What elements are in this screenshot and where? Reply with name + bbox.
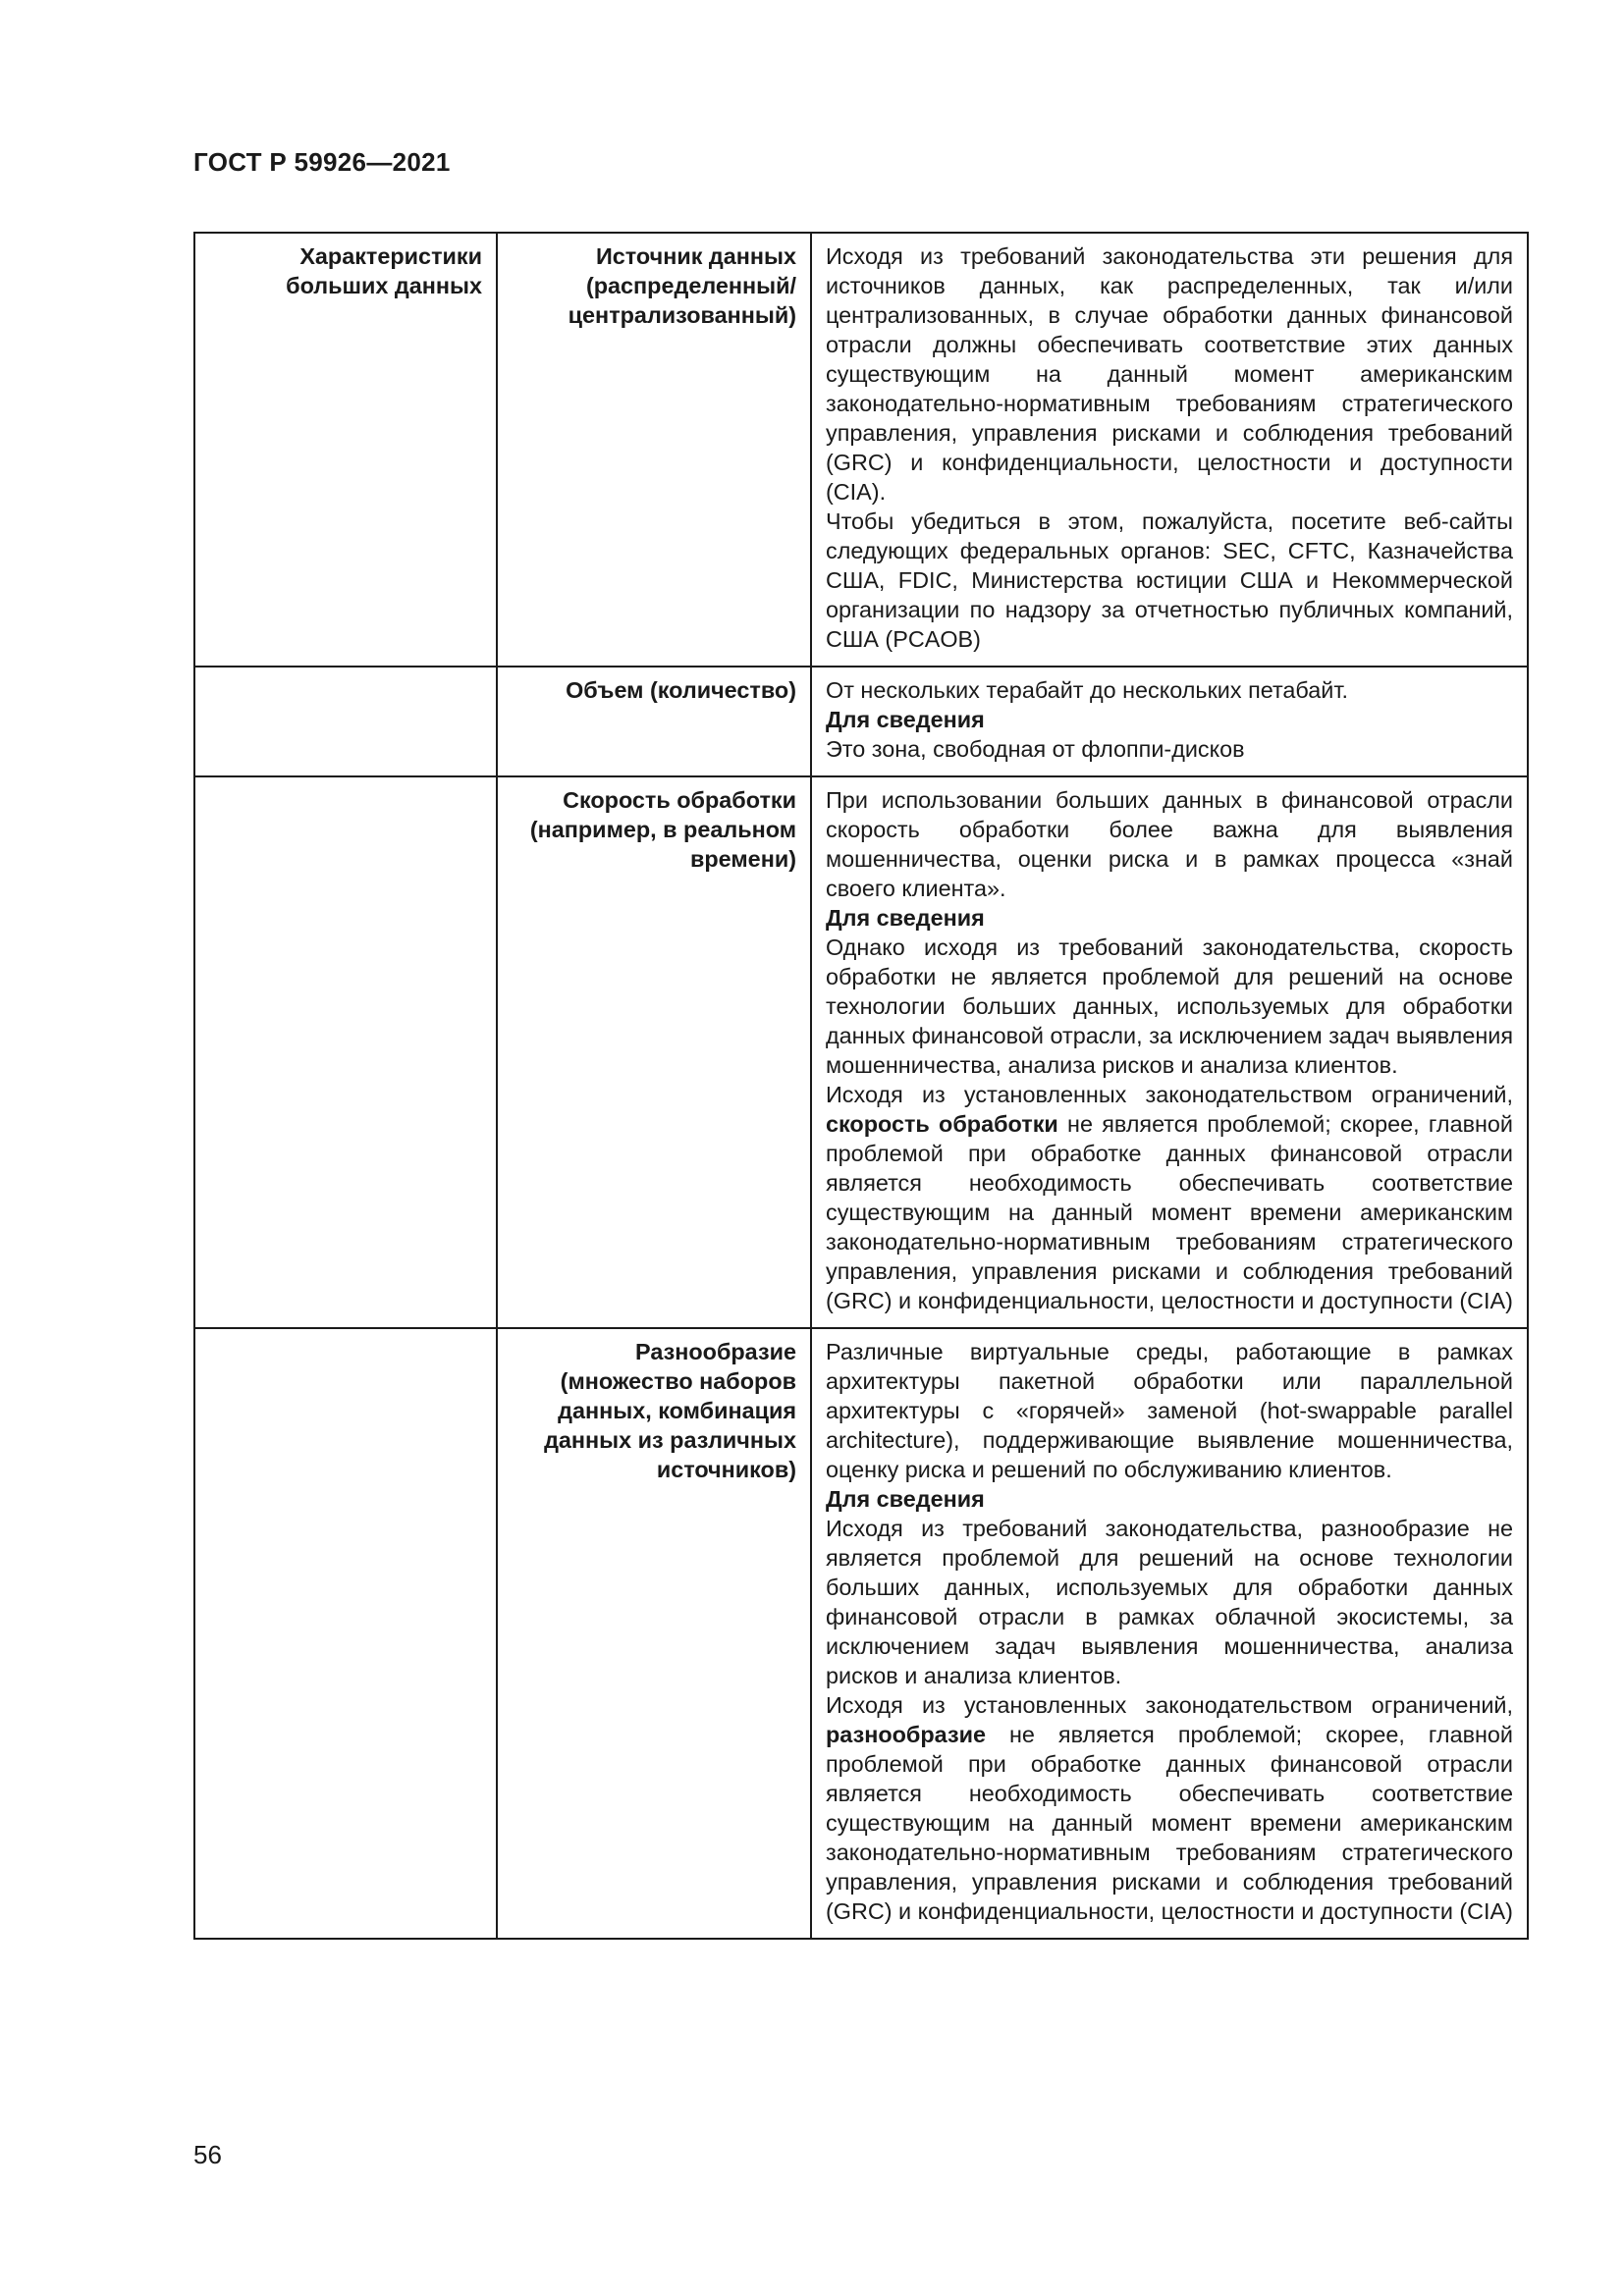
group-label-cell: Характеристики больших данных — [194, 233, 497, 667]
description-paragraph: Чтобы убедиться в этом, пожалуйста, посетите веб-сайты следующих федеральных органов: SEC, CFTC, Казначейства США, FDIC, Министерства юстиции США и Некоммерческой организации по надзору за отчетностью публичных компаний, США (PCAOB) — [826, 508, 1513, 652]
restriction-paragraph — [826, 1690, 1513, 1926]
characteristic-name-cell: Скорость обработки (например, в реальном времени) — [497, 776, 811, 1328]
document-header: ГОСТ Р 59926—2021 — [193, 147, 451, 177]
characteristic-name-cell: Источник данных (распределенный/ централизованный) — [497, 233, 811, 667]
table-row — [194, 1328, 1528, 1939]
table-row — [194, 233, 1528, 667]
restriction-text-start: Исходя из установленных законодательством ограничений, — [826, 1082, 1513, 1107]
restriction-text-start: Исходя из установленных законодательством ограничений, — [826, 1692, 1513, 1718]
restriction-text-end: не является проблемой; скорее, главной проблемой при обработке данных финансовой отрасли является необходимость обеспечивать соответствие существующим на данный момент времени американским законодательно-нормативным требованиям стратегического управления, управления рисками и соблюдения требований (GRC) и конфиденциальности, целостности и доступности (CIA) — [826, 1111, 1513, 1313]
characteristic-description-cell — [811, 233, 1528, 667]
restriction-paragraph — [826, 1080, 1513, 1315]
empty-cell — [194, 1328, 497, 1939]
characteristic-name-cell: Разнообразие (множество наборов данных, комбинация данных из различных источников) — [497, 1328, 811, 1939]
description-paragraph: При использовании больших данных в финансовой отрасли скорость обработки более важна для выявления мошенничества, оценки риска и в рамках процесса «знай своего клиента». — [826, 787, 1513, 901]
description-paragraph: От нескольких терабайт до нескольких петабайт. — [826, 677, 1348, 703]
note-paragraph: Исходя из требований законодательства, разнообразие не является проблемой для решений на основе технологии больших данных, используемых для обработки данных финансовой отрасли в рамках облачной экосистемы, за исключением задач выявления мошенничества, анализа рисков и анализа клиентов. — [826, 1516, 1513, 1688]
table-row — [194, 667, 1528, 776]
empty-cell — [194, 776, 497, 1328]
restriction-text-end: не является проблемой; скорее, главной проблемой при обработке данных финансовой отрасли является необходимость обеспечивать соответствие существующим на данный момент времени американским законодательно-нормативным требованиям стратегического управления, управления рисками и соблюдения требований (GRC) и конфиденциальности, целостности и доступности (CIA) — [826, 1722, 1514, 1924]
description-paragraph: Исходя из требований законодательства эти решения для источников данных, как распределенных, так и/или централизованных, в случае обработки данных финансовой отрасли должны обеспечивать соответствие этих данных существующим на данный момент американским законодательно-нормативным требованиям стратегического управления, управления рисками и соблюдения требований (GRC) и конфиденциальности, целостности и доступности (CIA). — [826, 243, 1513, 505]
note-paragraph: Это зона, свободная от флоппи-дисков — [826, 736, 1245, 762]
table-row — [194, 776, 1528, 1328]
restriction-emphasis: скорость обработки — [826, 1111, 1058, 1137]
page-number: 56 — [193, 2140, 222, 2169]
characteristics-table — [193, 232, 1529, 1940]
description-paragraph: Различные виртуальные среды, работающие в рамках архитектуры пакетной обработки или параллельной архитектуры с «горячей» заменой (hot-swappable parallel architecture), поддерживающие выявление мошенничества, оценку риска и решений по обслуживанию клиентов. — [826, 1339, 1513, 1482]
note-title: Для сведения — [826, 707, 985, 732]
note-title: Для сведения — [826, 905, 985, 931]
characteristic-description-cell — [811, 1328, 1528, 1939]
characteristic-description-cell — [811, 667, 1528, 776]
characteristic-name-cell: Объем (количество) — [497, 667, 811, 776]
note-title: Для сведения — [826, 1486, 985, 1512]
characteristic-description-cell — [811, 776, 1528, 1328]
restriction-emphasis: разнообразие — [826, 1722, 986, 1747]
empty-cell — [194, 667, 497, 776]
note-paragraph: Однако исходя из требований законодательства, скорость обработки не является проблемой для решений на основе технологии больших данных, используемых для обработки данных финансовой отрасли, за исключением задач выявления мошенничества, анализа рисков и анализа клиентов. — [826, 934, 1513, 1078]
